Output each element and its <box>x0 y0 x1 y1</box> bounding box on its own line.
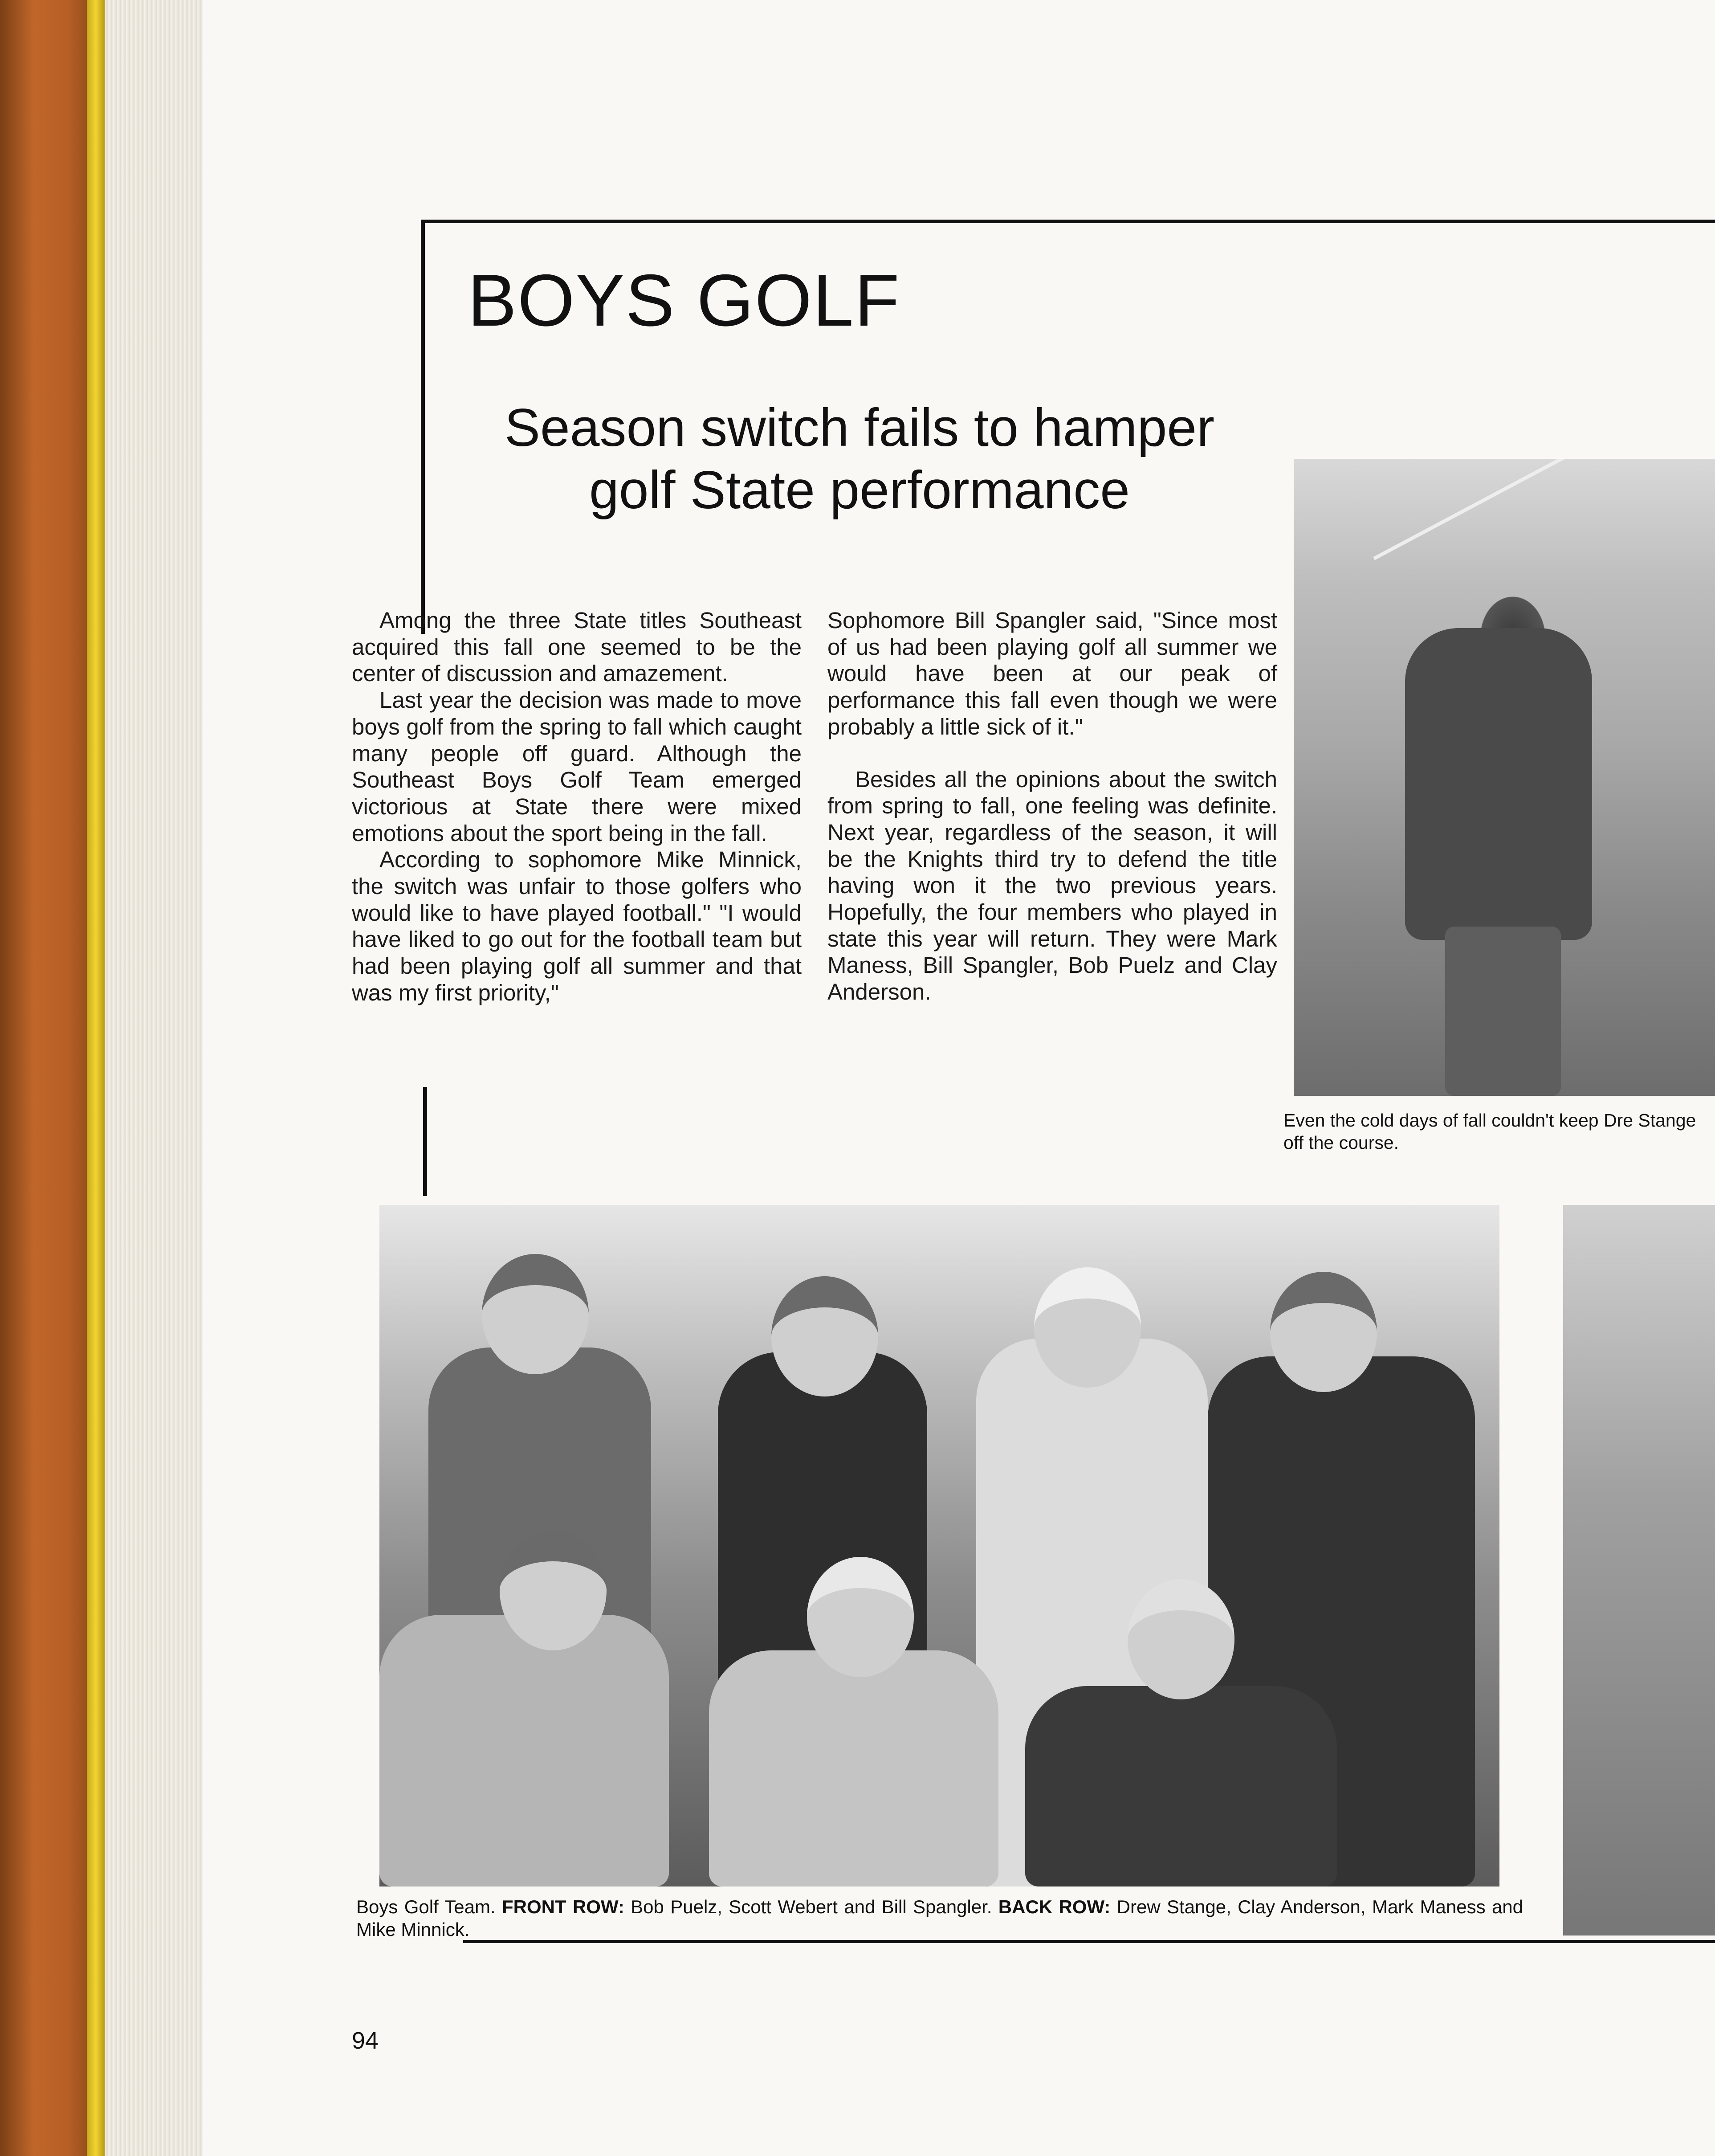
front-row-names: Bob Puelz, Scott Webert and Bill Spangler. <box>631 1896 992 1917</box>
team-photo-caption <box>356 1895 1523 1941</box>
team-member <box>379 1615 669 1886</box>
team-member-head <box>1034 1267 1141 1388</box>
caption-lead: Boys Golf Team. <box>356 1896 496 1917</box>
top-rule <box>421 220 1715 223</box>
left-rule-lower <box>423 1087 427 1196</box>
paragraph: Sophomore Bill Spangler said, "Since most of us had been playing golf all summer we would have been at our peak of performance this fall even though we were probably a little sick of it." <box>827 608 1277 739</box>
back-row-names: Drew Stange, Clay Anderson, Mark Maness and Mike Minnick. <box>356 1896 1524 1940</box>
golfer-photo-cropped <box>1563 1205 1715 1936</box>
page-number: 94 <box>352 2027 379 2054</box>
golfer-figure <box>1405 628 1592 940</box>
front-row-label: FRONT ROW: <box>502 1896 624 1917</box>
left-rule-upper <box>421 220 425 634</box>
golfer-photo-caption: Even the cold days of fall couldn't keep Dre Stange off the course. <box>1283 1110 1696 1153</box>
back-row-label: BACK ROW: <box>998 1896 1111 1917</box>
team-member-head <box>807 1557 914 1677</box>
team-member-head <box>1270 1272 1377 1392</box>
book-cover <box>0 0 96 2156</box>
team-member-head <box>1128 1579 1234 1699</box>
page-stack <box>105 0 207 2156</box>
paragraph: According to sophomore Mike Minnick, the switch was unfair to those golfers who would like to have played football." "I would have liked to go out for the football team but had been playing golf all summer and that was my first priority," <box>352 847 802 1005</box>
team-member <box>709 1650 998 1886</box>
article-column-2 <box>827 607 1277 1005</box>
golfer-photo <box>1294 459 1715 1096</box>
team-member-head <box>500 1530 607 1650</box>
team-member-head <box>482 1254 589 1374</box>
golfer-legs <box>1445 927 1561 1096</box>
golf-club <box>1373 459 1595 560</box>
team-photo <box>379 1205 1499 1886</box>
book-cover-edge <box>87 0 105 2156</box>
article-column-1 <box>352 607 802 1006</box>
paragraph: Besides all the opinions about the switch from spring to fall, one feeling was definite. Next year, regardless of the season, it will be the Knights third try to defend the title having won it the two previous years. Hopefully, the four members who played in state this year will return. They were Mark Maness, Bill Spangler, Bob Puelz and Clay Anderson. <box>827 766 1277 1005</box>
headline: Season switch fails to hamper golf State performance <box>504 398 1215 520</box>
section-title: BOYS GOLF <box>468 259 900 341</box>
team-member-head <box>771 1276 878 1396</box>
paragraph: Last year the decision was made to move boys golf from the spring to fall which caught many people off guard. Although the Southeast Boys Golf Team emerged victorious at State there were mixed emotions about the sport being in the fall. <box>352 687 802 846</box>
team-member <box>1025 1686 1337 1886</box>
paragraph: Among the three State titles Southeast acquired this fall one seemed to be the center of discussion and amazement. <box>352 608 802 686</box>
